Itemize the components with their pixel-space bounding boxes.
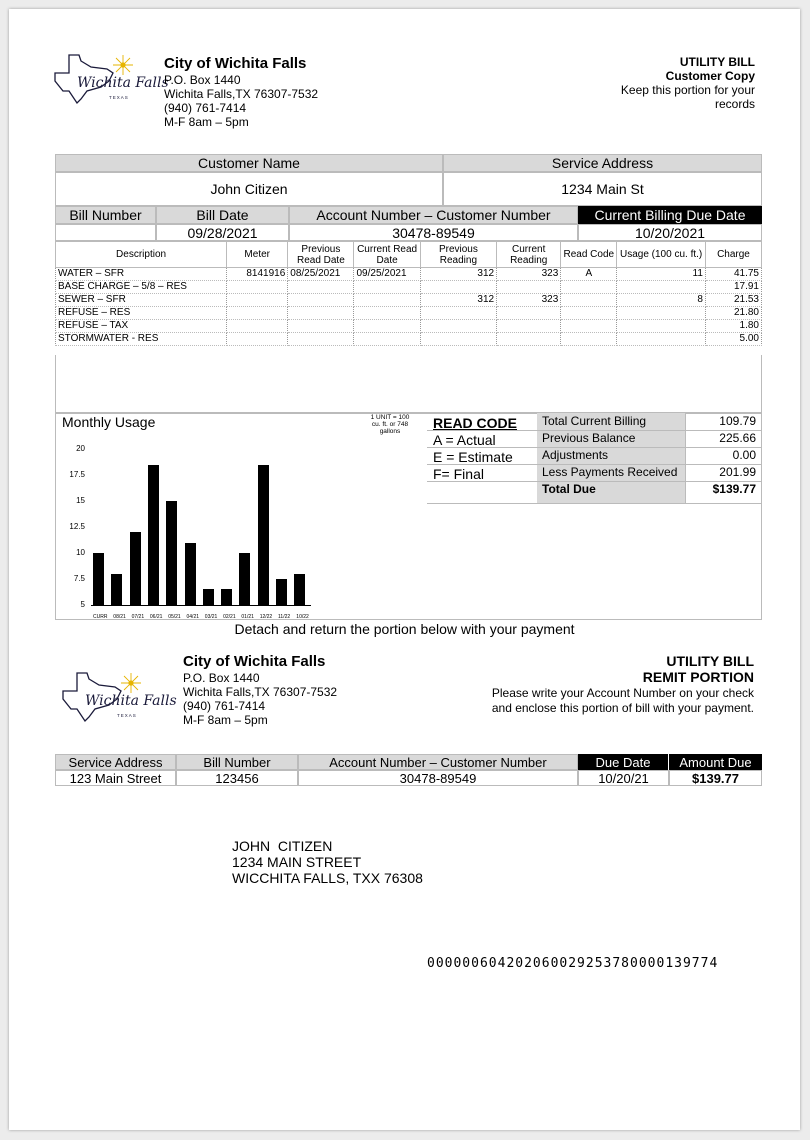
mailing-line: JOHN CITIZEN (232, 838, 333, 854)
usage-table-body (56, 268, 762, 346)
cell-prev-reading: 312 (420, 268, 496, 281)
summary-row (427, 464, 762, 482)
usage-table-header (56, 242, 762, 268)
table-row (56, 320, 762, 333)
y-tick-label: 15 (76, 496, 85, 505)
summary-value: 201.99 (719, 465, 756, 479)
mailing-line: WICCHITA FALLS, TXX 76308 (232, 870, 423, 886)
summary-row (427, 413, 762, 431)
cell-charge: 21.80 (705, 307, 761, 320)
cell-meter (227, 320, 288, 333)
summary-label: Total Due (542, 482, 596, 496)
col-read-code: Read Code (561, 242, 617, 268)
col-curr-reading: Current Reading (497, 242, 561, 268)
x-tick-label: 03/21 (204, 614, 218, 620)
usage-bar (276, 579, 287, 605)
address-line: P.O. Box 1440 (164, 73, 241, 87)
usage-bar (221, 589, 232, 605)
cell-charge: 1.80 (705, 320, 761, 333)
table-row (56, 333, 762, 346)
bill-number-label: Bill Number (55, 206, 156, 224)
table-row (56, 281, 762, 294)
cell-usage: 11 (617, 268, 706, 281)
col-description: Description (56, 242, 227, 268)
cell-prev-reading (420, 307, 496, 320)
mailing-line: 1234 MAIN STREET (232, 854, 362, 870)
cell-curr-reading: 323 (497, 268, 561, 281)
cell-meter (227, 294, 288, 307)
x-tick-label: 01/21 (241, 614, 254, 620)
usage-bar (203, 589, 214, 605)
remit-header-block (492, 653, 754, 716)
summary-value: 109.79 (719, 414, 756, 428)
cell-curr-read-date (354, 333, 420, 346)
service-address: 1234 Main St (443, 172, 762, 206)
usage-bar (93, 553, 104, 605)
remit-service-address: 123 Main Street (55, 770, 176, 786)
bill-type: UTILITY BILL (679, 55, 755, 69)
usage-bar (294, 574, 305, 605)
y-tick-label: 10 (76, 548, 85, 557)
x-tick-label: 11/22 (278, 614, 291, 620)
cell-read-code (561, 294, 617, 307)
table-row (56, 268, 762, 281)
cell-prev-read-date: 08/25/2021 (288, 268, 354, 281)
y-tick-label: 17.5 (69, 470, 85, 479)
cell-description: SEWER – SFR (56, 294, 227, 307)
remit-service-address-label: Service Address (55, 754, 176, 770)
cell-description: STORMWATER - RES (56, 333, 227, 346)
read-code-item: A = Actual (433, 432, 496, 448)
due-date-label: Current Billing Due Date (578, 206, 762, 224)
col-prev-reading: Previous Reading (420, 242, 496, 268)
cell-prev-reading: 312 (420, 294, 496, 307)
unit-note-line: 1 UNIT = 100 (370, 414, 410, 421)
unit-note (365, 414, 415, 435)
x-tick-label: 06/21 (149, 614, 163, 620)
cell-read-code (561, 281, 617, 294)
cell-curr-read-date (354, 320, 420, 333)
usage-bar (130, 532, 141, 605)
col-usage: Usage (100 cu. ft.) (617, 242, 706, 268)
cell-read-code (561, 333, 617, 346)
summary-label: Total Current Billing (542, 414, 647, 428)
usage-bar (148, 465, 159, 605)
cell-usage (617, 320, 706, 333)
x-tick-label: 10/22 (296, 614, 309, 620)
cell-meter (227, 281, 288, 294)
address-line: (940) 761-7414 (164, 101, 247, 115)
table-row (56, 294, 762, 307)
usage-bar (111, 574, 122, 605)
read-code-title: READ CODE (433, 415, 518, 431)
y-tick-label: 12.5 (69, 522, 85, 531)
monthly-usage-chart (55, 413, 355, 620)
cell-prev-read-date (288, 294, 354, 307)
cell-usage (617, 281, 706, 294)
summary-row (427, 447, 762, 465)
cell-prev-reading (420, 333, 496, 346)
x-tick-label: 12/22 (259, 614, 273, 620)
account-number-label: Account Number – Customer Number (289, 206, 578, 224)
remit-account-number: 30478-89549 (298, 770, 578, 786)
bill-number (55, 224, 156, 241)
due-date: 10/20/2021 (578, 224, 762, 241)
cell-curr-read-date (354, 281, 420, 294)
cell-usage (617, 333, 706, 346)
remit-bill-type: UTILITY BILL (666, 653, 754, 669)
col-curr-read-date: Current Read Date (354, 242, 420, 268)
usage-table (55, 241, 762, 346)
usage-bar (258, 465, 269, 605)
cell-curr-read-date (354, 307, 420, 320)
keep-note: records (714, 97, 755, 111)
x-tick-label: 02/21 (223, 614, 236, 620)
y-tick-label: 20 (76, 444, 85, 453)
summary-value: 225.66 (719, 431, 756, 445)
remit-instruction: and enclose this portion of bill with your payment. (491, 701, 754, 715)
col-charge: Charge (705, 242, 761, 268)
keep-note: Keep this portion for your (620, 83, 755, 97)
bill-date-label: Bill Date (156, 206, 289, 224)
bill-date: 09/28/2021 (156, 224, 289, 241)
remit-portion-label: REMIT PORTION (642, 669, 754, 685)
cell-read-code (561, 307, 617, 320)
cell-meter (227, 333, 288, 346)
detach-note: Detach and return the portion below with your payment (234, 621, 575, 637)
city-logo-icon (59, 669, 177, 723)
cell-prev-read-date (288, 320, 354, 333)
summary-label: Less Payments Received (542, 465, 678, 479)
address-line: Wichita Falls,TX 76307-7532 (183, 685, 338, 699)
address-line: Wichita Falls,TX 76307-7532 (164, 87, 319, 101)
usage-bar (239, 553, 250, 605)
remit-instruction: Please write your Account Number on your check (491, 686, 754, 700)
address-line: (940) 761-7414 (183, 699, 266, 713)
read-code-item: E = Estimate (433, 449, 513, 465)
cell-usage: 8 (617, 294, 706, 307)
customer-name: John Citizen (55, 172, 443, 206)
cell-charge: 5.00 (705, 333, 761, 346)
customer-name-label: Customer Name (55, 154, 443, 172)
remit-due-date-label: Due Date (578, 754, 668, 770)
cell-read-code: A (561, 268, 617, 281)
payment-barcode: 000000604202060029253780000139774 (427, 956, 719, 971)
cell-description: REFUSE – TAX (56, 320, 227, 333)
cell-charge: 21.53 (705, 294, 761, 307)
cell-curr-reading (497, 307, 561, 320)
table-row (56, 307, 762, 320)
address-line: M-F 8am – 5pm (183, 713, 268, 727)
cell-curr-reading (497, 333, 561, 346)
usage-bar (166, 501, 177, 605)
total-due-value: $139.77 (712, 482, 756, 496)
cell-curr-reading (497, 281, 561, 294)
usage-bar (185, 543, 196, 605)
org-address (164, 73, 318, 129)
account-number: 30478-89549 (289, 224, 578, 241)
service-address-label: Service Address (443, 154, 762, 172)
unit-note-line: cu. ft. or 748 (371, 421, 409, 428)
x-tick-label: 08/21 (113, 614, 126, 620)
summary-row-total (427, 481, 762, 498)
remit-account-label: Account Number – Customer Number (298, 754, 578, 770)
y-tick-label: 7.5 (73, 574, 85, 583)
copy-label: Customer Copy (665, 69, 755, 83)
mailing-address (232, 838, 423, 886)
utility-bill-page (9, 9, 800, 1130)
cell-curr-read-date: 09/25/2021 (354, 268, 420, 281)
svg-text:TEXAS: TEXAS (117, 713, 137, 718)
svg-text:Wichita Falls: Wichita Falls (85, 693, 177, 709)
cell-curr-reading: 323 (497, 294, 561, 307)
summary-divider (685, 413, 686, 503)
x-tick-label: 05/21 (168, 614, 181, 620)
col-prev-read-date: Previous Read Date (288, 242, 354, 268)
summary-label: Previous Balance (542, 431, 636, 445)
remit-amount-due-label: Amount Due (669, 754, 762, 770)
x-tick-label: 04/21 (186, 614, 200, 620)
x-axis-baseline (91, 605, 311, 606)
x-tick-label: 07/21 (131, 614, 145, 620)
cell-usage (617, 307, 706, 320)
summary-value: 0.00 (732, 448, 756, 462)
billing-summary (427, 413, 762, 503)
y-tick-label: 5 (80, 600, 85, 609)
cell-prev-read-date (288, 307, 354, 320)
cell-charge: 41.75 (705, 268, 761, 281)
cell-charge: 17.91 (705, 281, 761, 294)
cell-prev-reading (420, 320, 496, 333)
cell-curr-reading (497, 320, 561, 333)
col-meter: Meter (227, 242, 288, 268)
address-line: P.O. Box 1440 (183, 671, 260, 685)
cell-meter (227, 307, 288, 320)
cell-meter: 8141916 (227, 268, 288, 281)
cell-description: BASE CHARGE – 5/8 – RES (56, 281, 227, 294)
org-name: City of Wichita Falls (164, 55, 307, 72)
summary-row (427, 430, 762, 448)
remit-due-date: 10/20/21 (578, 770, 669, 786)
cell-prev-read-date (288, 281, 354, 294)
summary-label: Adjustments (542, 448, 609, 462)
usage-table-spacer (55, 355, 762, 413)
cell-description: WATER – SFR (56, 268, 227, 281)
svg-text:Wichita Falls: Wichita Falls (77, 75, 169, 91)
cell-prev-reading (420, 281, 496, 294)
remit-org-address (183, 671, 337, 727)
svg-text:TEXAS: TEXAS (109, 95, 129, 100)
city-logo-icon (51, 51, 169, 105)
x-tick-label: CURR (93, 614, 108, 620)
summary-bottom-rule (427, 503, 762, 504)
remit-bill-number-label: Bill Number (176, 754, 298, 770)
read-code-item: F= Final (433, 466, 484, 482)
remit-bill-number: 123456 (176, 770, 298, 786)
chart-title: Monthly Usage (62, 414, 156, 430)
cell-description: REFUSE – RES (56, 307, 227, 320)
cell-curr-read-date (354, 294, 420, 307)
unit-note-line: gallons (379, 428, 401, 435)
remit-amount-due: $139.77 (669, 770, 762, 786)
cell-read-code (561, 320, 617, 333)
cell-prev-read-date (288, 333, 354, 346)
bill-type-block (621, 55, 755, 111)
address-line: M-F 8am – 5pm (164, 115, 249, 129)
remit-org-name: City of Wichita Falls (183, 653, 326, 670)
